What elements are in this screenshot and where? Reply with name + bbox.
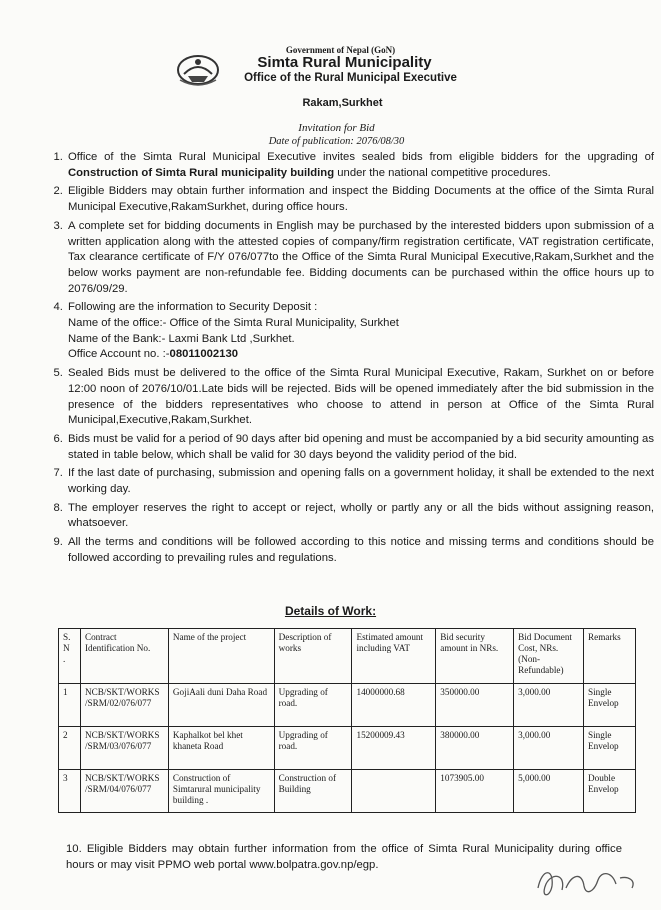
municipality-name: Simta Rural Municipality (257, 54, 432, 71)
item-text: Eligible Bidders may obtain further information and inspect the Bidding Documents at the office of the Simta Rural Municipal Executive,RakamSurkhet, during office hours. (68, 185, 654, 214)
works-table (58, 628, 636, 813)
table-row (59, 770, 636, 813)
list-item (66, 535, 654, 566)
header-sn: S. N . (59, 629, 81, 684)
table-cell: Construction of Building (274, 770, 352, 813)
header-contract-id: Contract Identification No. (80, 629, 168, 684)
table-cell: Kaphalkot bel khet khaneta Road (168, 727, 274, 770)
deposit-office: Name of the office:- Office of the Simta Rural Municipality, Surkhet (68, 317, 399, 330)
table-cell: 1073905.00 (436, 770, 514, 813)
account-label: Office Account no. :- (68, 348, 170, 361)
header-remarks: Remarks (584, 629, 636, 684)
header-estimate: Estimated amount including VAT (352, 629, 436, 684)
details-title: Details of Work: (284, 604, 377, 618)
table-cell: 3,000.00 (514, 684, 584, 727)
item-text: Following are the information to Security Deposit : (68, 301, 318, 314)
office-name: Office of the Rural Municipal Executive (244, 72, 457, 84)
table-cell: 14000000.68 (352, 684, 436, 727)
table-cell: Upgrading of road. (274, 727, 352, 770)
item-text: If the last date of purchasing, submission and opening falls on a government holiday, it shall be extended to the next working day. (68, 467, 654, 496)
publication-date: Date of publication: 2076/08/30 (268, 136, 405, 147)
header-bid-security: Bid security amount in NRs. (436, 629, 514, 684)
list-item (66, 432, 654, 463)
project-name: Construction of Simta Rural municipality building (68, 166, 335, 179)
deposit-bank: Name of the Bank:- Laxmi Bank Ltd ,Surkhet. (68, 332, 295, 345)
table-cell: 5,000.00 (514, 770, 584, 813)
footer-note: 10. Eligible Bidders may obtain further information from the office of Simta Rural Municipality during office hours or may visit PPMO web portal www.bolpatra.gov.np/egp. (66, 843, 622, 871)
item-text: A complete set for bidding documents in English may be purchased by the interested bidders upon submission of a written application along with the attested copies of company/firm registration certificate, VAT registration certificate, Tax clearance certificate of F/Y 076/077to the Office of the Simta Rural Municipal Executive,Rakam,Surkhet and the below works payment are non-refundable fee. Bidding documents can be purchased within the office hours up to 2076/09/29. (68, 219, 654, 295)
table-row (59, 727, 636, 770)
table-cell: 15200009.43 (352, 727, 436, 770)
list-item (66, 366, 654, 429)
table-cell: 2 (59, 727, 81, 770)
header-doc-cost: Bid Document Cost, NRs. (Non-Refundable) (514, 629, 584, 684)
list-item (66, 219, 654, 298)
table-cell: Construction of Simtarural municipality building . (168, 770, 274, 813)
table-cell: Single Envelop (584, 684, 636, 727)
item-text: The employer reserves the right to accept or reject, wholly or partly any or all the bids without assigning reason, whatsoever. (68, 501, 654, 530)
table-cell: Upgrading of road. (274, 684, 352, 727)
table-header-row (59, 629, 636, 684)
list-item (66, 300, 654, 363)
header-project: Name of the project (168, 629, 274, 684)
government-line: Government of Nepal (GoN) (285, 45, 396, 55)
header-description: Description of works (274, 629, 352, 684)
table-cell: GojiAali duni Daha Road (168, 684, 274, 727)
table-cell (352, 770, 436, 813)
notice-title: Invitation for Bid (298, 122, 375, 134)
list-item (66, 501, 654, 532)
signature-icon (532, 858, 642, 904)
notice-items (38, 150, 654, 570)
table-cell: 3 (59, 770, 81, 813)
list-item (66, 466, 654, 497)
list-item (66, 150, 654, 181)
item-text: Sealed Bids must be delivered to the office of the Simta Rural Municipal Executive, Rakam, Surkhet on or before 12:00 noon of 2076/10/01.Late bids will be rejected. Bids will be opened immediately after the bid submission in the presence of the bidders representatives who choose to attend in person at Office of the Simta Rural Municipal,Executive,Rakam,Surkhet. (68, 367, 654, 427)
office-location: Rakam,Surkhet (302, 97, 383, 109)
table-cell: 350000.00 (436, 684, 514, 727)
table-cell: NCB/SKT/WORKS /SRM/04/076/077 (80, 770, 168, 813)
account-number: 08011002130 (169, 348, 239, 361)
item-text: Office of the Simta Rural Municipal Executive invites sealed bids from eligible bidders for the upgrading of (68, 151, 654, 163)
table-cell: 3,000.00 (514, 727, 584, 770)
table-cell: 1 (59, 684, 81, 727)
item-text: under the national competitive procedures. (334, 166, 551, 179)
table-cell: NCB/SKT/WORKS /SRM/03/076/077 (80, 727, 168, 770)
table-cell: Single Envelop (584, 727, 636, 770)
table-row (59, 684, 636, 727)
list-item (66, 184, 654, 215)
item-text: All the terms and conditions will be followed according to this notice and missing terms and conditions should be followed according to prevailing rules and regulations. (68, 536, 654, 564)
item-text: Bids must be valid for a period of 90 days after bid opening and must be accompanied by a bid security amounting as stated in table below, which shall be valid for 30 days beyond the validity period of the bid. (68, 432, 654, 461)
table-cell: 380000.00 (436, 727, 514, 770)
table-cell: Double Envelop (584, 770, 636, 813)
table-cell: NCB/SKT/WORKS /SRM/02/076/077 (80, 684, 168, 727)
